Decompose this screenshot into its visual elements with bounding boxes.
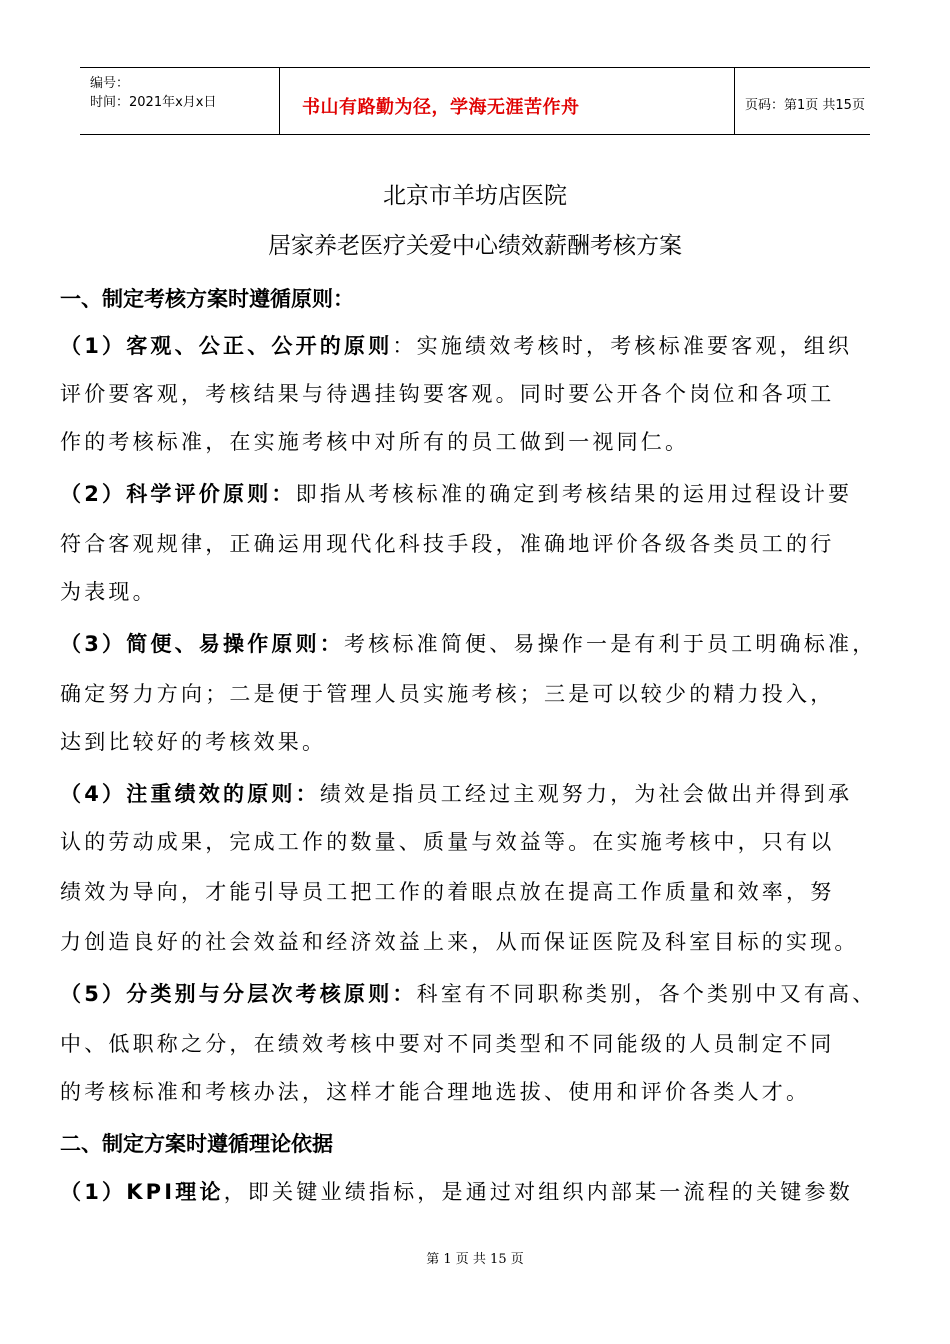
paragraph-text: 绩效是指员工经过主观努力，为社会做出并得到承: [319, 782, 853, 806]
header-meta-cell: [80, 68, 280, 134]
paragraph-line: [60, 978, 876, 1008]
header-motto-cell: [280, 68, 735, 134]
paragraph-line: 作的考核标准，在实施考核中对所有的员工做到一视同仁。: [60, 430, 690, 454]
paragraph-line: 为表现。: [60, 580, 157, 604]
paragraph-line: 的考核标准和考核办法，这样才能合理地选拔、使用和评价各类人才。: [60, 1080, 811, 1104]
paragraph-line: [60, 478, 852, 508]
motto-text: 书山有路勤为径，学海无涯苦作舟: [302, 97, 580, 118]
paragraph-text: 考核标准简便、易操作一是有利于员工明确标准，: [344, 632, 877, 656]
paragraph-line: 力创造良好的社会效益和经济效益上来，从而保证医院及科室目标的实现。: [60, 930, 859, 954]
paragraph-line: 认的劳动成果，完成工作的数量、质量与效益等。在实施考核中，只有以: [60, 830, 835, 854]
paragraph-text: 即指从考核标准的确定到考核结果的运用过程设计要: [295, 482, 853, 506]
section-heading-theory: 二、制定方案时遵循理论依据: [60, 1132, 333, 1156]
principle-label: （2）科学评价原则：: [60, 482, 296, 506]
principle-label: （3）简便、易操作原则：: [60, 632, 345, 656]
paragraph-line: [60, 1176, 853, 1206]
page-footer: 第 1 页 共 15 页: [426, 1252, 524, 1267]
paragraph-line: 中、低职称之分，在绩效考核中要对不同类型和不同能级的人员制定不同: [60, 1032, 835, 1056]
principle-label: （1）客观、公正、公开的原则: [60, 334, 393, 358]
paragraph-line: [60, 778, 852, 808]
paragraph-line: 评价要客观，考核结果与待遇挂钩要客观。同时要公开各个岗位和各项工: [60, 382, 835, 406]
document-header: [80, 67, 870, 135]
paragraph-line: [60, 628, 876, 658]
paragraph-line: 确定努力方向；二是便于管理人员实施考核；三是可以较少的精力投入，: [60, 682, 835, 706]
paragraph-line: 符合客观规律，正确运用现代化科技手段，准确地评价各级各类员工的行: [60, 532, 835, 556]
paragraph-line: [60, 330, 852, 360]
document-title-hospital: 北京市羊坊店医院: [383, 183, 567, 209]
paragraph-line: 达到比较好的考核效果。: [60, 730, 327, 754]
page-code: 页码：第1页 共15页: [745, 98, 865, 113]
principle-label: （5）分类别与分层次考核原则：: [60, 982, 417, 1006]
paragraph-text: ，即关键业绩指标，是通过对组织内部某一流程的关键参数: [223, 1180, 853, 1204]
document-number-label: 编号：: [90, 76, 130, 91]
document-title-plan: 居家养老医疗关爱中心绩效薪酬考核方案: [268, 233, 682, 259]
paragraph-text: 科室有不同职称类别，各个类别中又有高、: [416, 982, 877, 1006]
section-heading-principles: 一、制定考核方案时遵循原则：: [60, 287, 354, 311]
header-page-cell: [735, 68, 870, 134]
principle-label: （4）注重绩效的原则：: [60, 782, 320, 806]
paragraph-line: 绩效为导向，才能引导员工把工作的着眼点放在提高工作质量和效率，努: [60, 880, 835, 904]
theory-label: （1）KPI理论: [60, 1180, 224, 1204]
document-date: 时间：2021年x月x日: [90, 95, 217, 110]
paragraph-text: ：实施绩效考核时，考核标准要客观，组织: [392, 334, 853, 358]
